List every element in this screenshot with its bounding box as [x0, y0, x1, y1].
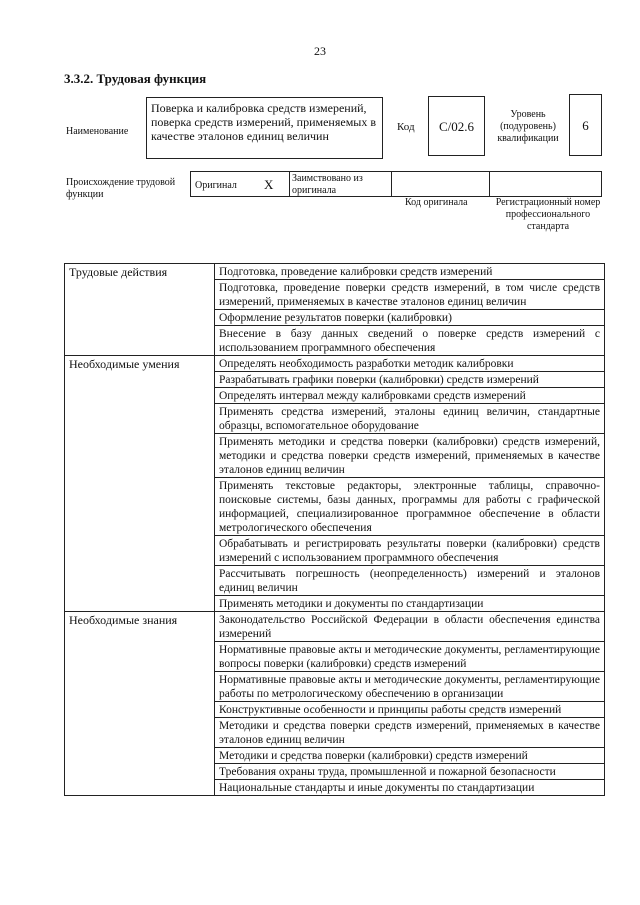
- function-name-value: Поверка и калибровка средств измерений, поверка средств измерений, применяемых в качестве эталонов единиц величин: [151, 101, 377, 143]
- name-label: Наименование: [66, 126, 129, 137]
- list-item: Применять средства измерений, эталоны единиц величин, стандартные образцы, вспомогательное оборудование: [215, 404, 605, 434]
- requirements-table: [64, 263, 605, 796]
- list-item: Нормативные правовые акты и методические документы, регламентирующие работы по метрологическому обеспечению в организации: [215, 672, 605, 702]
- list-item: Законодательство Российской Федерации в области обеспечения единства измерений: [215, 612, 605, 642]
- page-number: 23: [314, 44, 326, 58]
- list-item: Разрабатывать графики поверки (калибровки) средств измерений: [215, 372, 605, 388]
- list-item: Определять интервал между калибровками средств измерений: [215, 388, 605, 404]
- original-label: Оригинал: [195, 180, 237, 191]
- origin-divider: [289, 171, 290, 197]
- section-heading: Трудовые действия: [65, 264, 215, 356]
- list-item: Методики и средства поверки средств измерений, применяемых в качестве эталонов единиц величин: [215, 718, 605, 748]
- list-item: Подготовка, проведение калибровки средств измерений: [215, 264, 605, 280]
- borrowed-label: Заимствовано из оригинала: [292, 173, 363, 196]
- level-value: 6: [582, 118, 589, 133]
- section-heading: Необходимые умения: [65, 356, 215, 612]
- list-item: Национальные стандарты и иные документы по стандартизации: [215, 780, 605, 796]
- level-box: [569, 94, 602, 156]
- origin-divider: [489, 171, 490, 197]
- origin-divider: [391, 171, 392, 197]
- list-item: Конструктивные особенности и принципы работы средств измерений: [215, 702, 605, 718]
- reg-number-caption: Регистрационный номер профессионального стандарта: [495, 197, 601, 232]
- function-name-box: [146, 97, 383, 159]
- level-label: Уровень (подуровень) квалификации: [497, 109, 559, 144]
- list-item: Определять необходимость разработки методик калибровки: [215, 356, 605, 372]
- list-item: Применять методики и документы по стандартизации: [215, 596, 605, 612]
- list-item: Методики и средства поверки (калибровки) средств измерений: [215, 748, 605, 764]
- list-item: Применять методики и средства поверки (калибровки) средств измерений, методики и средства поверки средств измерений, применяемых в качестве эталонов единиц величин: [215, 434, 605, 478]
- list-item: Нормативные правовые акты и методические документы, регламентирующие вопросы поверки (калибровки) средств измерений: [215, 642, 605, 672]
- list-item: Требования охраны труда, промышленной и пожарной безопасности: [215, 764, 605, 780]
- table-row: [65, 356, 605, 372]
- list-item: Подготовка, проведение поверки средств измерений, в том числе средств измерений, применяемых в качестве эталонов единиц величин: [215, 280, 605, 310]
- origin-table: [190, 171, 602, 197]
- code-box: [428, 96, 485, 156]
- code-label: Код: [397, 121, 415, 133]
- list-item: Оформление результатов поверки (калибровки): [215, 310, 605, 326]
- list-item: Рассчитывать погрешность (неопределенность) измерений и эталонов единиц величин: [215, 566, 605, 596]
- list-item: Внесение в базу данных сведений о поверке средств измерений с использованием программного обеспечения: [215, 326, 605, 356]
- origin-label: Происхождение трудовой функции: [66, 177, 176, 200]
- original-code-caption: Код оригинала: [405, 197, 468, 208]
- section-title: 3.3.2. Трудовая функция: [64, 71, 207, 86]
- table-row: [65, 612, 605, 642]
- original-mark: X: [264, 177, 274, 192]
- list-item: Обрабатывать и регистрировать результаты поверки (калибровки) средств измерений с использованием программного обеспечения: [215, 536, 605, 566]
- section-heading: Необходимые знания: [65, 612, 215, 796]
- table-row: [65, 264, 605, 280]
- code-value: С/02.6: [438, 119, 475, 134]
- list-item: Применять текстовые редакторы, электронные таблицы, справочно-поисковые системы, базы данных, программы для работы с графической информацией, специализированное программное обеспечение в области метрологического обеспечения: [215, 478, 605, 536]
